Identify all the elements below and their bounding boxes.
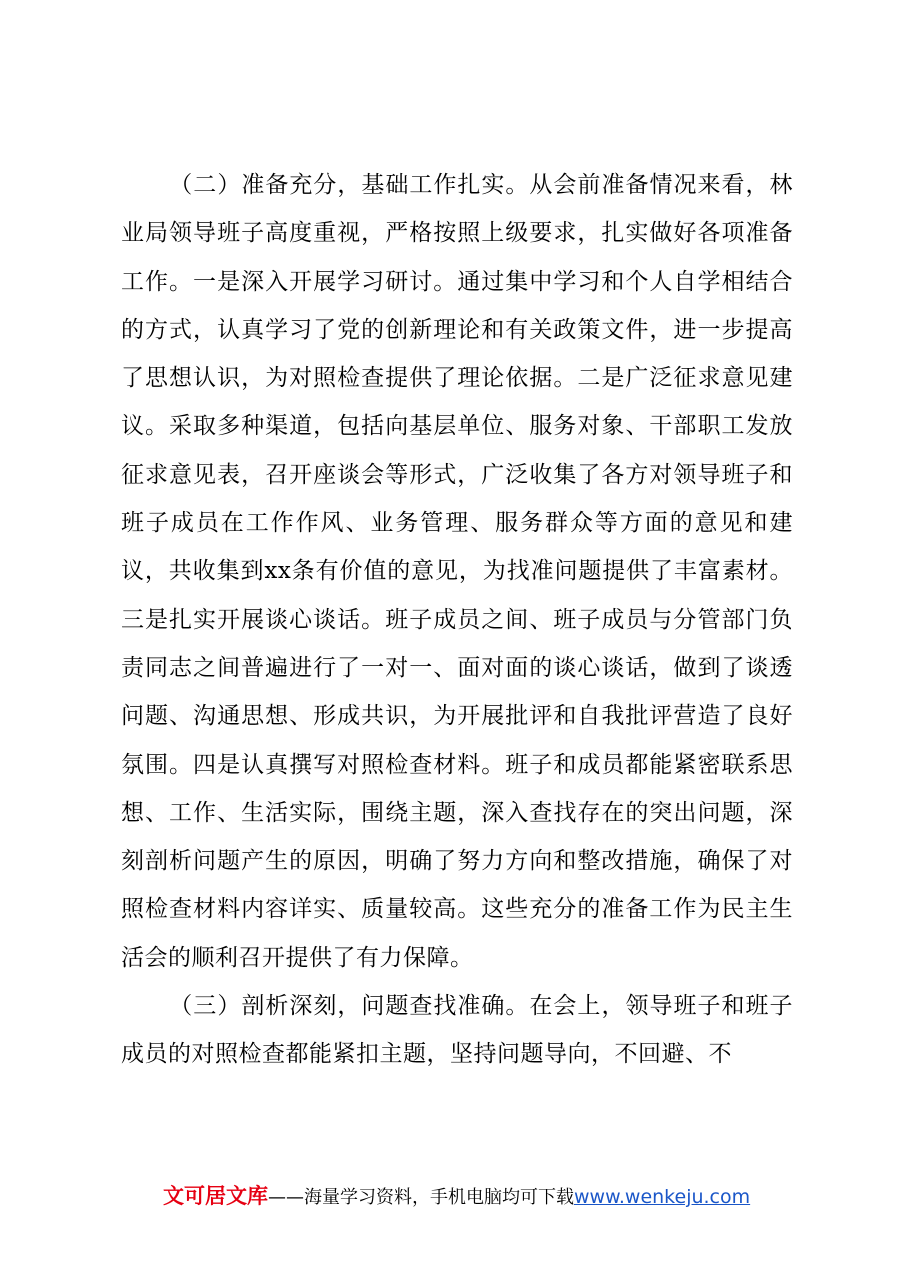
footer-banner bbox=[163, 1180, 803, 1214]
document-body bbox=[121, 161, 793, 1079]
paragraph-2: （二）准备充分，基础工作扎实。从会前准备情况来看，林业局领导班子高度重视，严格按照上级要求，扎实做好各项准备工作。一是深入开展学习研讨。通过集中学习和个人自学相结合的方式，认真学习了党的创新理论和有关政策文件，进一步提高了思想认识，为对照检查提供了理论依据。二是广泛征求意见建议。采取多种渠道，包括向基层单位、服务对象、干部职工发放征求意见表，召开座谈会等形式，广泛收集了各方对领导班子和班子成员在工作作风、业务管理、服务群众等方面的意见和建议，共收集到xx条有价值的意见，为找准问题提供了丰富素材。三是扎实开展谈心谈话。班子成员之间、班子成员与分管部门负责同志之间普遍进行了一对一、面对面的谈心谈话，做到了谈透问题、沟通思想、形成共识，为开展批评和自我批评营造了良好氛围。四是认真撰写对照检查材料。班子和成员都能紧密联系思想、工作、生活实际，围绕主题，深入查找存在的突出问题，深刻剖析问题产生的原因，明确了努力方向和整改措施，确保了对照检查材料内容详实、质量较高。这些充分的准备工作为民主生活会的顺利召开提供了有力保障。 bbox=[121, 172, 793, 971]
paragraph-3: （三）剖析深刻，问题查找准确。在会上，领导班子和班子成员的对照检查都能紧扣主题，坚持问题导向，不回避、不 bbox=[121, 993, 793, 1068]
footer-brand: 文可居文库 bbox=[163, 1184, 268, 1208]
footer-tagline: ——海量学习资料，手机电脑均可下载 bbox=[268, 1187, 574, 1208]
footer-website-link[interactable]: www.wenkeju.com bbox=[574, 1186, 751, 1208]
